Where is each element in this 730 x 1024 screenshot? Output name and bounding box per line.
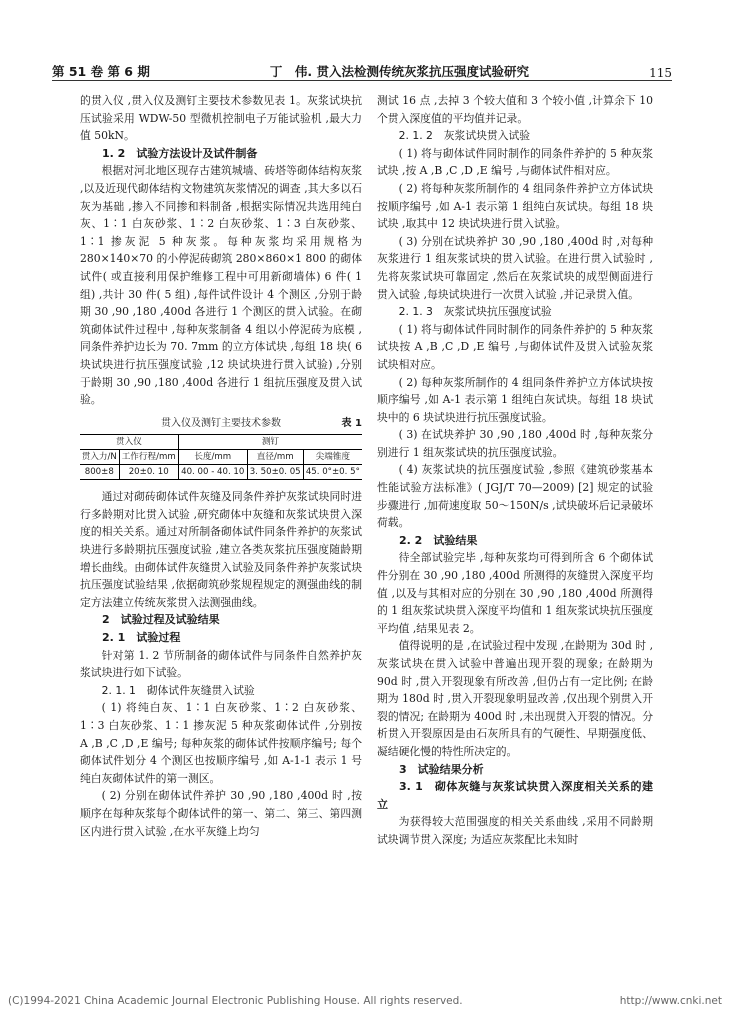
footer-link: http://www.cnki.net bbox=[619, 995, 722, 1007]
paragraph: 通过对砌砖砌体试件灰缝及同条件养护灰浆试块同时进行多龄期对比贯入试验 ,研究砌体中灰缝和灰浆试块贯入深度的相关关系。通过对所制备砌体试件同条件养护的灰浆试块进行多龄期抗压强度试验 ,建立各类灰浆抗压强度随龄期增长曲线。由砌体试件灰缝贯入试验及同条件养护灰浆试块抗压强度试验结果 ,依据砌筑砂浆规程规定的测强曲线的制定方法建立传统灰浆贯入法测强曲线。 bbox=[80, 490, 362, 609]
paragraph: ( 2) 分别在砌体试件养护 30 ,90 ,180 ,400d 时 ,按顺序在每种灰浆每个砌体试件的第一、第二、第三、第四测区内进行贯入试验 ,在水平灰缝上均匀 bbox=[80, 789, 362, 838]
subsection-heading: 2. 1. 3 灰浆试块抗压强度试验 bbox=[398, 305, 552, 319]
table-caption-text: 贯入仪及测钉主要技术参数 bbox=[161, 417, 281, 429]
paragraph: 根据对河北地区现存古建筑城墙、砖塔等砌体结构灰浆 ,以及近现代砌体结构文物建筑灰浆情况的调查 ,其大多以石灰为基础 ,掺入不同掺和料制备 ,根据实际情况共选用纯白灰、1∶1 白灰砂浆、1∶2 白灰砂浆、1∶3 白灰砂浆、1∶1 掺灰泥 5 种灰浆。每种灰浆均采用规格为 280×140×70 的小停泥砖砌筑 280×860×1 800 的砌体试件( 或直接利用保护维修工程中可用新砌墙体) 6 件( 1 组) ,共计 30 件( 5 组) ,每件试件设计 4 个测区 ,分别于龄期 30 ,90 ,180 ,400d 各进行 1 个测区的贯入试验。在砌筑砌体试件过程中 ,每种灰浆制备 4 组以小停泥砖为底模 ,同条件养护边长为 70. 7mm 的立方体试块 ,每组 18 块( 6 块试块进行抗压强度试验 ,12 块试块进行贯入试验) ,分别于龄期 30 ,90 ,180 ,400d 各进行 1 组抗压强度及贯入试验。 bbox=[80, 164, 362, 407]
paragraph: ( 4) 灰浆试块的抗压强度试验 ,参照《建筑砂浆基本性能试验方法标准》( JGJ/T 70—2009) [2] 规定的试验步骤进行 ,加荷速度取 50～150N/s ,试块破坏后记录破坏荷载。 bbox=[377, 463, 653, 530]
paragraph: ( 2) 每种灰浆所制作的 4 组同条件养护立方体试块按顺序编号 ,如 A-1 表示第 1 组纯白灰试块。每组 18 块试块中的 6 块试块进行抗压强度试验。 bbox=[377, 375, 653, 424]
journal-volume: 第 51 卷 第 6 期 bbox=[52, 64, 150, 79]
table-cell: 20±0. 10 bbox=[119, 465, 178, 480]
table-header: 长度/mm bbox=[178, 450, 247, 465]
paragraph: ( 2) 将每种灰浆所制作的 4 组同条件养护立方体试块按顺序编号 ,如 A-1 表示第 1 组纯白灰试块。每组 18 块试块 ,取其中 12 块试块进行贯入试验。 bbox=[377, 181, 653, 231]
copyright-notice: (C)1994-2021 China Academic Journal Electronic Publishing House. All rights reserved. bbox=[8, 995, 463, 1007]
section-heading: 3. 1 砌体灰缝与灰浆试块贯入深度相关关系的建立 bbox=[377, 780, 653, 811]
section-heading: 2. 1 试验过程 bbox=[102, 631, 181, 645]
paragraph: ( 1) 将与砌体试件同时制作的同条件养护的 5 种灰浆试块按 A ,B ,C ,D ,E 编号 ,与砌体试件及贯入试验灰浆试块相对应。 bbox=[377, 322, 653, 371]
table-number: 表 1 bbox=[341, 417, 362, 429]
left-column bbox=[80, 92, 362, 840]
section-heading: 3 试验结果分析 bbox=[399, 762, 484, 776]
parameters-table bbox=[80, 434, 362, 480]
right-column bbox=[377, 92, 653, 849]
paragraph: 待全部试验完毕 ,每种灰浆均可得到所含 6 个砌体试件分别在 30 ,90 ,180 ,400d 所测得的灰缝贯入深度平均值 ,以及与其相对应的分别在 30 ,90 ,180 ,400d 所测得的 1 组灰浆试块贯入深度平均值和 1 组灰浆试块抗压强度平均值 ,结果见表 2。 bbox=[377, 551, 653, 635]
table-cell: 800±8 bbox=[80, 465, 119, 480]
page-number: 115 bbox=[649, 66, 672, 80]
table-group-penetrometer: 贯入仪 bbox=[80, 435, 178, 450]
table-cell: 40. 00 - 40. 10 bbox=[178, 465, 247, 480]
table-header: 贯入力/N bbox=[80, 450, 119, 465]
table-cell: 3. 50±0. 05 bbox=[247, 465, 303, 480]
paragraph: 值得说明的是 ,在试验过程中发现 ,在龄期为 30d 时 ,灰浆试块在贯入试验中普遍出现开裂的现象; 在龄期为 90d 时 ,贯入开裂现象有所改善 ,但仍占有一定比例; 在龄期为 180d 时 ,贯入开裂现象明显改善 ,仅出现个别贯入开裂的情况; 在龄期为 400d 时 ,未出现贯入开裂的情况。分析贯入开裂原因是由石灰所具有的气硬性、早期强度低、凝结硬化慢的特性所决定的。 bbox=[377, 639, 653, 758]
paragraph: ( 3) 分别在试块养护 30 ,90 ,180 ,400d 时 ,对每种灰浆进行 1 组灰浆试块的贯入试验。在进行贯入试验时 ,先将灰浆试块可靠固定 ,然后在灰浆试块的成型侧面进行贯入试验 ,每块试块进行一次贯入试验 ,并记录贯入值。 bbox=[377, 234, 653, 301]
paragraph: ( 1) 将纯白灰、1∶1 白灰砂浆、1∶2 白灰砂浆、1∶3 白灰砂浆、1∶1 掺灰泥 5 种灰浆砌体试件 ,分别按 A ,B ,C ,D ,E 编号; 每种灰浆的砌体试件按顺序编号; 每个砌体试件划分 4 个测区也按顺序编号 ,如 A-1-1 表示 1 号纯白灰砌体试件的第一测区。 bbox=[80, 701, 362, 785]
subsection-heading: 2. 1. 1 砌体试件灰缝贯入试验 bbox=[101, 683, 255, 697]
paragraph: 针对第 1. 2 节所制备的砌体试件与同条件自然养护灰浆试块进行如下试验。 bbox=[80, 648, 362, 680]
running-title: 丁 伟. 贯入法检测传统灰浆抗压强度试验研究 bbox=[269, 64, 530, 79]
paragraph: ( 1) 将与砌体试件同时制作的同条件养护的 5 种灰浆试块 ,按 A ,B ,C ,D ,E 编号 ,与砌体试件相对应。 bbox=[377, 146, 653, 178]
table-header: 尖端锥度 bbox=[303, 450, 362, 465]
table-group-nail: 测钉 bbox=[178, 435, 362, 450]
section-heading: 2 试验过程及试验结果 bbox=[102, 613, 220, 627]
paragraph: ( 3) 在试块养护 30 ,90 ,180 ,400d 时 ,每种灰浆分别进行 1 组灰浆试块的抗压强度试验。 bbox=[377, 428, 653, 459]
section-heading: 2. 2 试验结果 bbox=[399, 533, 478, 547]
paragraph: 的贯入仪 ,贯入仪及测钉主要技术参数见表 1。灰浆试块抗压试验采用 WDW-50 型微机控制电子万能试验机 ,最大力值 50kN。 bbox=[80, 94, 362, 143]
page-header bbox=[52, 60, 672, 81]
table-header: 直径/mm bbox=[247, 450, 303, 465]
table-cell: 45. 0°±0. 5° bbox=[303, 465, 362, 480]
subsection-heading: 2. 1. 2 灰浆试块贯入试验 bbox=[398, 129, 531, 143]
table-caption bbox=[80, 415, 362, 433]
paragraph: 为获得较大范围强度的相关关系曲线 ,采用不同龄期试块调节贯入深度; 为适应灰浆配比未知时 bbox=[377, 815, 653, 846]
paragraph: 测试 16 点 ,去掉 3 个较大值和 3 个较小值 ,计算余下 10 个贯入深度值的平均值并记录。 bbox=[377, 94, 653, 125]
table-header: 工作行程/mm bbox=[119, 450, 178, 465]
section-heading: 1. 2 试验方法设计及试件制备 bbox=[102, 146, 258, 160]
page-footer bbox=[8, 995, 722, 1007]
